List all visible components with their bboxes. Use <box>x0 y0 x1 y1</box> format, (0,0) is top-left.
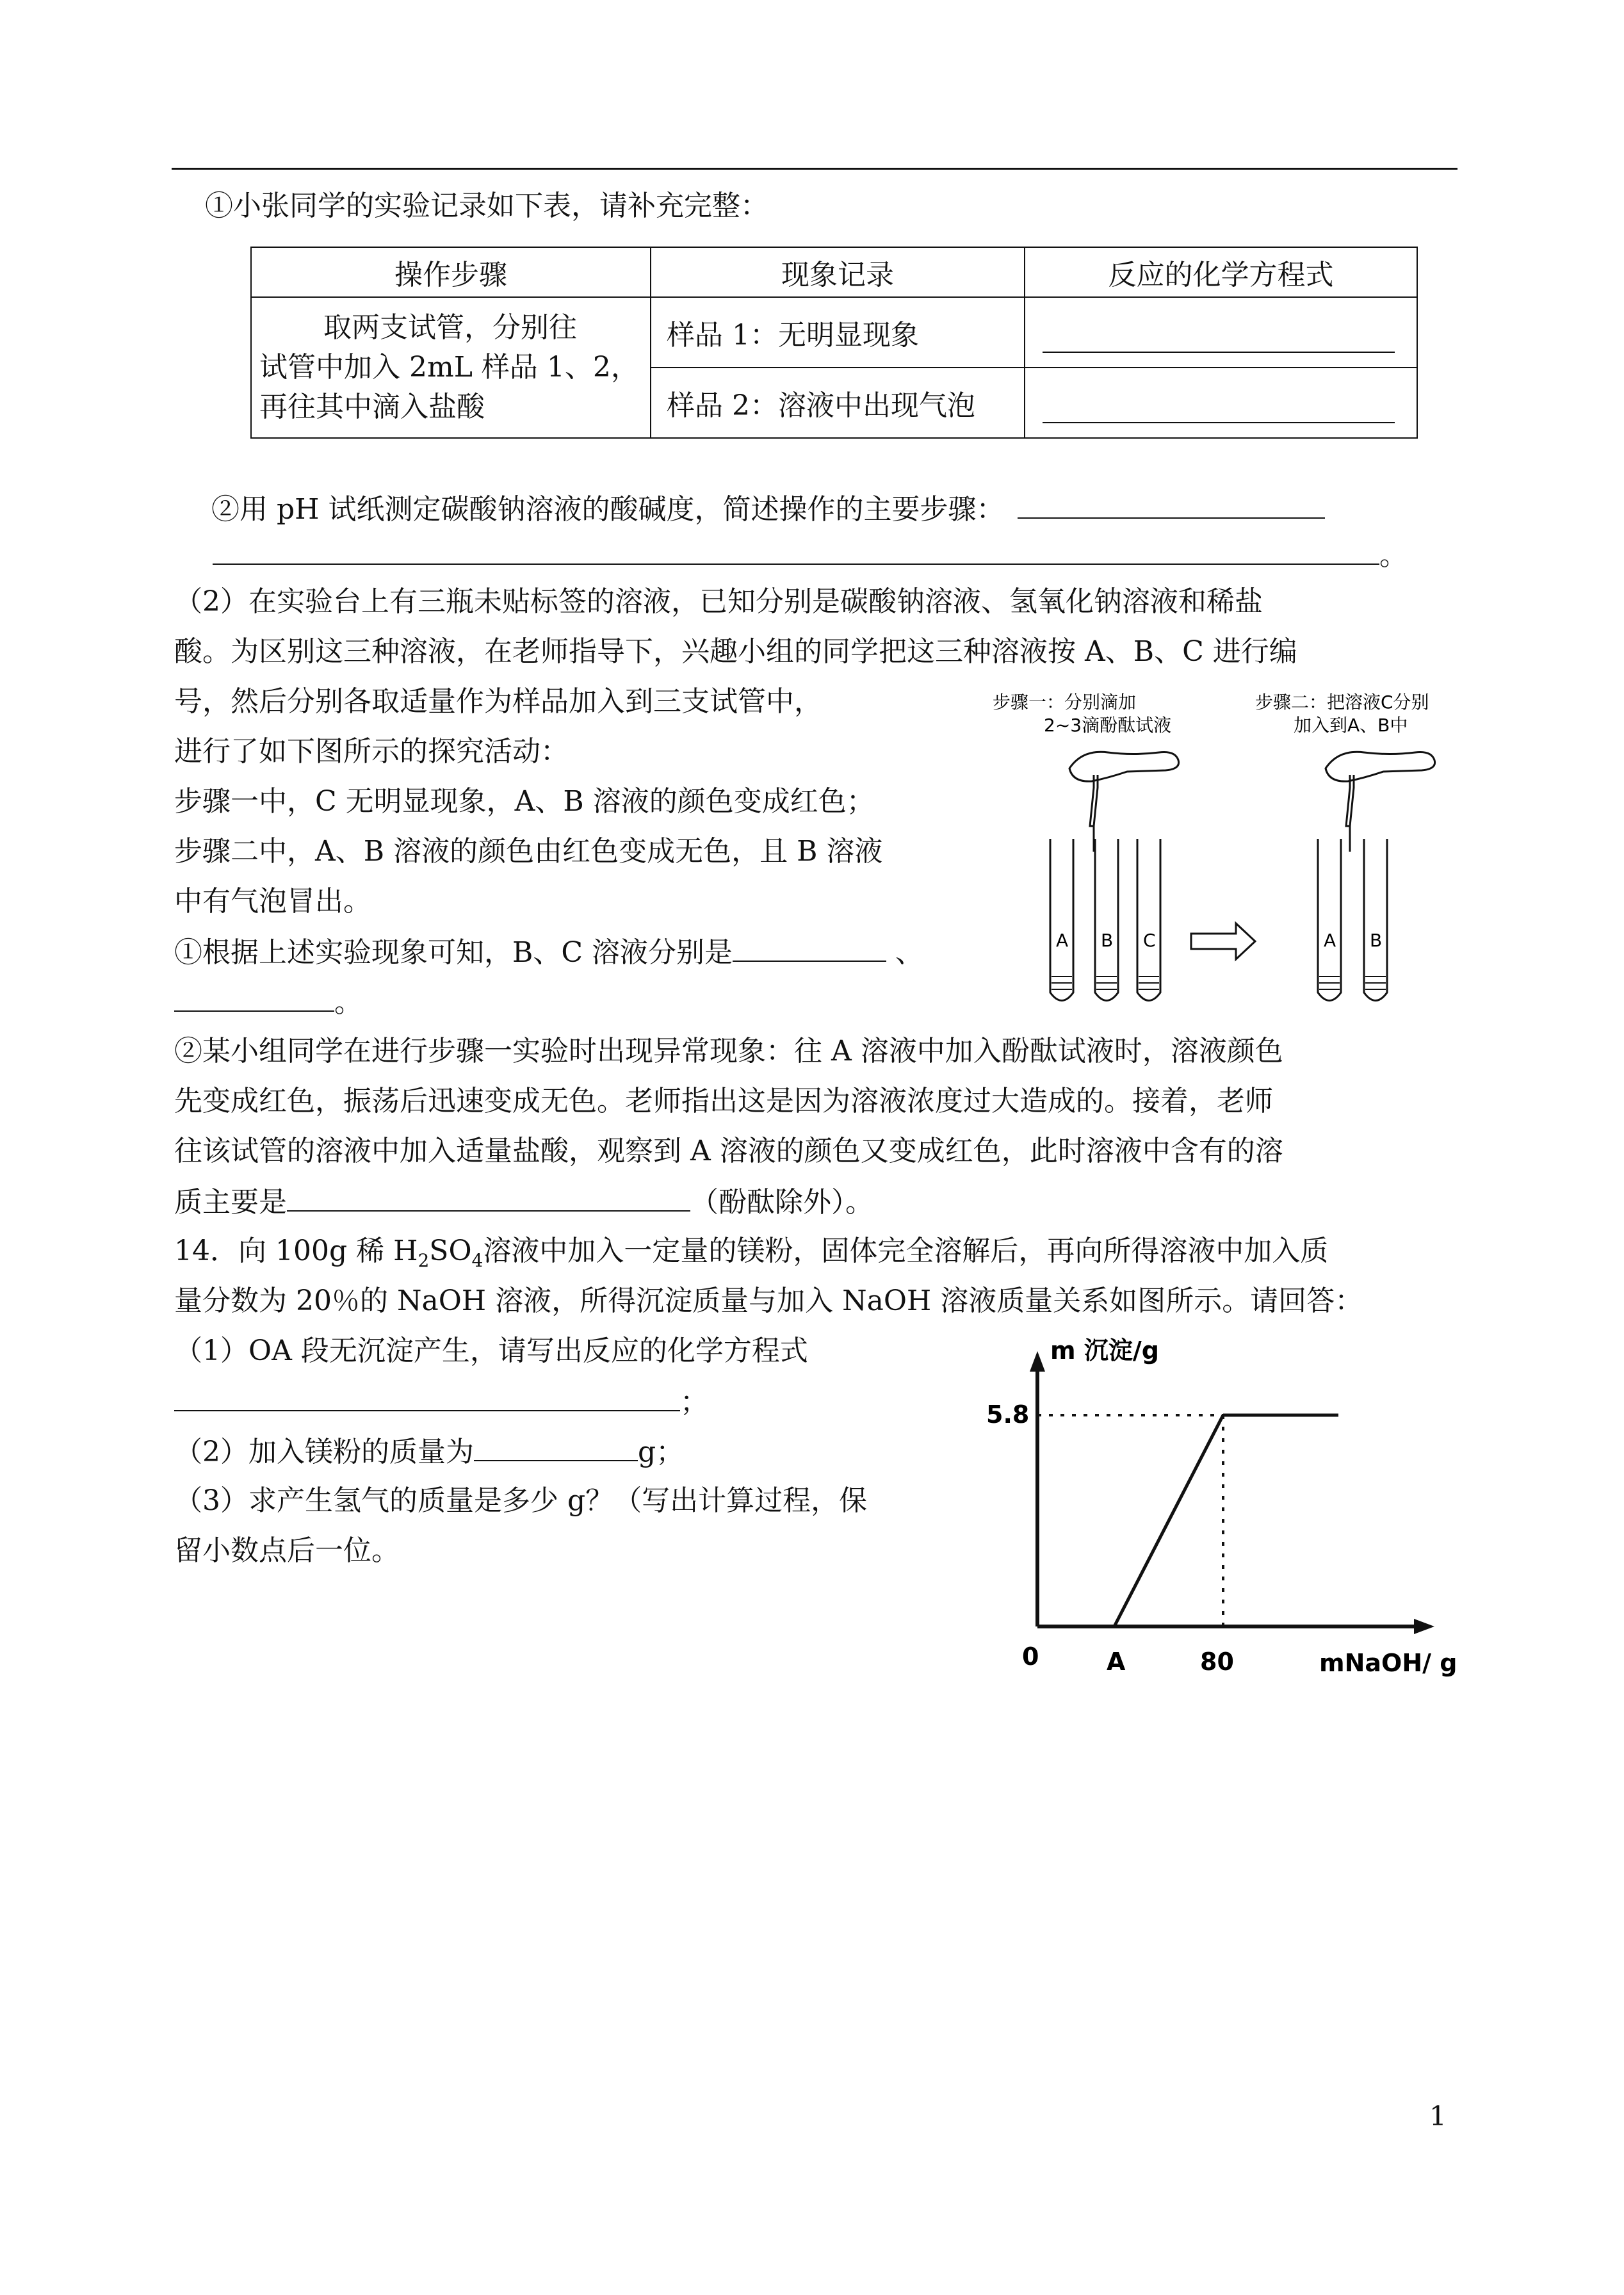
series-line-rise <box>1114 1415 1223 1626</box>
operation-line: 试管中加入 2mL 样品 1、2， <box>259 351 639 384</box>
question-14-line1 <box>174 1232 1328 1280</box>
equation-answer-cell[interactable] <box>1025 368 1417 438</box>
chart-axes <box>1037 1364 1422 1626</box>
end-mark: 。 <box>334 986 362 1019</box>
part2-line: 中有气泡冒出。 <box>174 885 371 918</box>
tube-label: B <box>1101 930 1114 951</box>
part2-line: 酸。为区别这三种溶液，在老师指导下，兴趣小组的同学把这三种溶液按 A、B、C 进行编 <box>174 635 1297 668</box>
question-2-1-continuation <box>174 982 362 1022</box>
step2-label: 加入到A、B中 <box>1294 715 1408 736</box>
answer-blank[interactable] <box>174 982 334 1012</box>
x-axis-arrow-icon <box>1414 1619 1434 1634</box>
tube-label: A <box>1056 930 1069 951</box>
tube-label: A <box>1324 930 1336 951</box>
question-ph <box>211 489 1325 529</box>
text: （2）加入镁粉的质量为 <box>174 1436 474 1468</box>
table-header: 操作步骤 <box>251 247 651 297</box>
test-tube-b <box>1364 839 1387 1001</box>
part2-line: 号，然后分别各取适量作为样品加入到三支试管中， <box>174 685 822 718</box>
step2-label: 步骤二：把溶液C分别 <box>1255 692 1429 713</box>
y-tick-label: 5.8 <box>986 1400 1030 1429</box>
text: ； <box>680 1386 708 1418</box>
question-1-intro: ①小张同学的实验记录如下表，请补充完整： <box>205 190 768 222</box>
answer-blank[interactable] <box>1018 489 1325 519</box>
y-axis-arrow-icon <box>1030 1351 1045 1372</box>
text: 14．向 100g 稀 H <box>174 1235 418 1267</box>
question-ph-text: ②用 pH 试纸测定碳酸钠溶液的酸碱度，简述操作的主要步骤： <box>211 493 1005 526</box>
question-2-2-last <box>174 1182 873 1222</box>
answer-blank[interactable] <box>287 1182 690 1212</box>
end-mark: 。 <box>1379 539 1408 572</box>
test-tube-c <box>1137 839 1160 1001</box>
x-tick-label: 80 <box>1200 1648 1234 1676</box>
answer-blank[interactable] <box>474 1432 638 1461</box>
answer-line[interactable] <box>1043 312 1395 353</box>
part2-line: 进行了如下图所示的探究活动： <box>174 735 569 768</box>
operation-cell <box>251 297 651 438</box>
question-2-2-line: 先变成红色，振荡后迅速变成无色。老师指出这是因为溶液浓度过大造成的。接着，老师 <box>174 1085 1273 1117</box>
question-2-2-line: ②某小组同学在进行步骤一实验时出现异常现象：往 A 溶液中加入酚酞试液时，溶液颜色 <box>174 1035 1283 1067</box>
phenomenon-cell: 样品 1：无明显现象 <box>651 297 1025 368</box>
dropper-hand-icon <box>1326 752 1435 852</box>
answer-blank[interactable] <box>174 1382 680 1411</box>
question-14-3: （3）求产生氢气的质量是多少 g？（写出计算过程，保 <box>174 1484 868 1517</box>
question-ph-continuation <box>213 535 1408 575</box>
tube-label: C <box>1143 930 1156 951</box>
subscript: 4 <box>471 1250 483 1271</box>
x-axis-label: mNaOH/ g <box>1319 1649 1458 1677</box>
test-tube-a <box>1318 839 1341 1001</box>
experiment-record-table <box>250 247 1418 439</box>
step1-label: 2~3滴酚酞试液 <box>1044 715 1172 736</box>
operation-line: 取两支试管，分别往 <box>323 311 577 344</box>
operation-line: 再往其中滴入盐酸 <box>259 391 485 423</box>
test-tube-a <box>1050 839 1073 1001</box>
answer-line[interactable] <box>1043 382 1395 423</box>
origin-label: 0 <box>1022 1642 1039 1671</box>
subscript: 2 <box>418 1250 430 1271</box>
test-tube-b <box>1095 839 1118 1001</box>
question-14-2 <box>174 1432 684 1472</box>
text: 质主要是 <box>174 1186 287 1219</box>
table-header: 反应的化学方程式 <box>1025 247 1417 297</box>
answer-blank[interactable] <box>733 932 886 962</box>
x-tick-label: A <box>1107 1648 1126 1676</box>
text: 溶液中加入一定量的镁粉，固体完全溶解后，再向所得溶液中加入质 <box>483 1235 1329 1267</box>
y-axis-label: m 沉淀/g <box>1050 1336 1159 1365</box>
dropper-hand-icon <box>1069 752 1179 852</box>
tube-label: B <box>1370 930 1383 951</box>
arrow-right-icon <box>1191 923 1255 959</box>
text: SO <box>429 1235 472 1267</box>
question-14-1: （1）OA 段无沉淀产生，请写出反应的化学方程式 <box>174 1334 808 1367</box>
question-14-1-answer <box>174 1382 708 1422</box>
test-tube-experiment-figure <box>986 685 1464 1018</box>
question-2-1-text: ①根据上述实验现象可知，B、C 溶液分别是 <box>174 936 733 969</box>
page-number: 1 <box>1429 2100 1447 2132</box>
question-14-line2: 量分数为 20％的 NaOH 溶液，所得沉淀质量与加入 NaOH 溶液质量关系如图所示。请回答： <box>174 1285 1363 1317</box>
precipitate-mass-chart <box>986 1332 1486 1678</box>
top-rule <box>172 168 1458 170</box>
part2-line: 步骤一中，C 无明显现象，A、B 溶液的颜色变成红色； <box>174 785 875 818</box>
text: g； <box>638 1436 685 1468</box>
step1-label: 步骤一：分别滴加 <box>993 692 1137 713</box>
text: （酚酞除外）。 <box>690 1186 873 1219</box>
phenomenon-cell: 样品 2：溶液中出现气泡 <box>651 368 1025 438</box>
equation-answer-cell[interactable] <box>1025 297 1417 368</box>
question-14-3: 留小数点后一位。 <box>174 1534 400 1567</box>
part2-line: （2）在实验台上有三瓶未贴标签的溶液，已知分别是碳酸钠溶液、氢氧化钠溶液和稀盐 <box>174 585 1263 618</box>
part2-line: 步骤二中，A、B 溶液的颜色由红色变成无色，且 B 溶液 <box>174 835 883 868</box>
answer-blank[interactable] <box>213 535 1379 565</box>
table-header: 现象记录 <box>651 247 1025 297</box>
separator: 、 <box>895 936 923 969</box>
question-2-1 <box>174 932 923 972</box>
question-2-2-line: 往该试管的溶液中加入适量盐酸，观察到 A 溶液的颜色又变成红色，此时溶液中含有的溶 <box>174 1135 1283 1167</box>
